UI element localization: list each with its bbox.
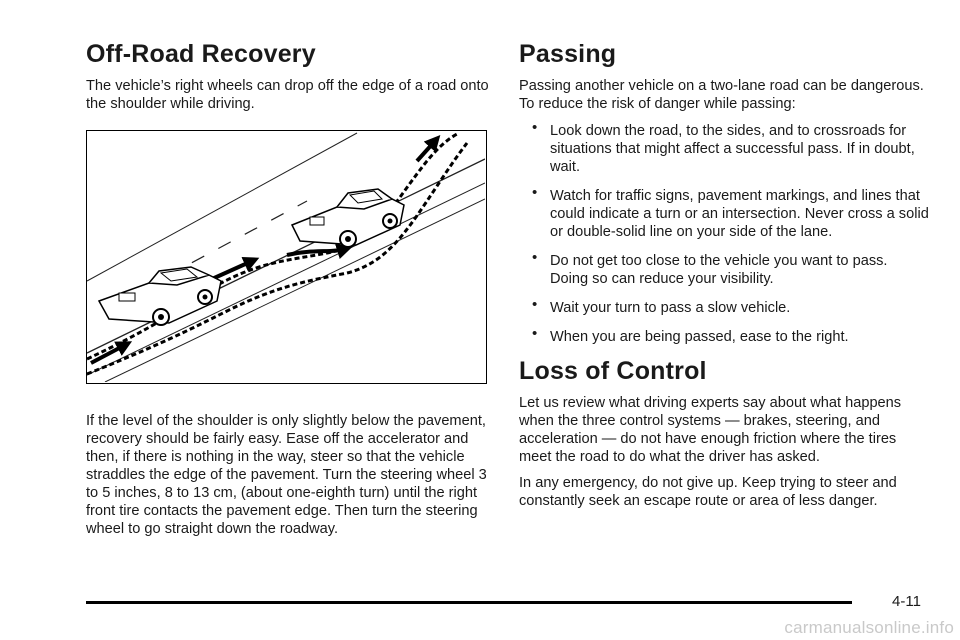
footer-rule [86, 601, 852, 604]
page-number: 4-11 [892, 593, 921, 610]
right-column [519, 40, 929, 510]
list-item-text: Watch for traffic signs, pavement markings, and lines that could indicate a turn or an intersection. Never cross a solid or double-solid line on your side of the lane. [550, 187, 929, 240]
pavement-edge [87, 159, 485, 353]
off-road-body-wrapper [86, 412, 490, 538]
list-item-text: When you are being passed, ease to the right. [550, 328, 849, 345]
vehicle-off-road-recovery-illustration [87, 131, 485, 382]
right-tire-track [87, 143, 467, 374]
list-item [519, 118, 929, 176]
list-item-text: Do not get too close to the vehicle you want to pass. Doing so can reduce your visibility. [550, 252, 888, 287]
list-item-text: Look down the road, to the sides, and to crossroads for situations that might affect a successful pass. If in doubt, wait. [550, 122, 915, 175]
passing-tips-list [519, 118, 929, 346]
off-road-recovery-figure [86, 130, 487, 384]
list-item-text: Wait your turn to pass a slow vehicle. [550, 299, 791, 316]
list-item [519, 248, 929, 288]
off-road-recovery-heading: Off-Road Recovery [86, 40, 316, 68]
bullet-icon: • [532, 183, 538, 201]
watermark: carmanualsonline.info [784, 618, 954, 637]
list-item [519, 295, 929, 317]
direction-arrow-2 [212, 261, 252, 279]
pickup-truck-middle [292, 189, 404, 247]
list-item [519, 183, 929, 241]
direction-arrow-3 [287, 249, 345, 255]
bullet-icon: • [532, 118, 538, 136]
pickup-truck-rear [99, 267, 221, 325]
left-column [86, 40, 490, 113]
road-far-edge [87, 133, 357, 281]
direction-arrow-4 [417, 141, 435, 161]
passing-intro: Passing another vehicle on a two-lane road can be dangerous. To reduce the risk of danger while passing: [519, 77, 924, 112]
passing-heading: Passing [519, 40, 617, 68]
shoulder-edge [87, 183, 485, 375]
list-item [519, 324, 929, 346]
bullet-icon: • [532, 324, 538, 342]
bullet-icon: • [532, 295, 538, 313]
bullet-icon: • [532, 248, 538, 266]
loss-of-control-heading: Loss of Control [519, 356, 707, 385]
off-road-body: If the level of the shoulder is only slightly below the pavement, recovery should be fairly easy. Ease off the accelerator and then, if there is nothing in the way, steer so that the vehicle straddles the edge of the pavement. Turn the steering wheel 3 to 5 inches, 8 to 13 cm, (about one-eighth turn) until the right front tire contacts the pavement edge. Then turn the steering wheel to go straight down the roadway. [86, 413, 487, 537]
loss-of-control-paragraph-1: Let us review what driving experts say about what happens when the three control systems — brakes, steering, and acceleration — do not have enough friction where the tires meet the road to do what the driver has asked. [519, 394, 902, 465]
loss-of-control-paragraph-2: In any emergency, do not give up. Keep trying to steer and constantly seek an escape route or area of less danger. [519, 474, 897, 509]
off-road-intro: The vehicle’s right wheels can drop off the edge of a road onto the shoulder while driving. [86, 77, 489, 112]
